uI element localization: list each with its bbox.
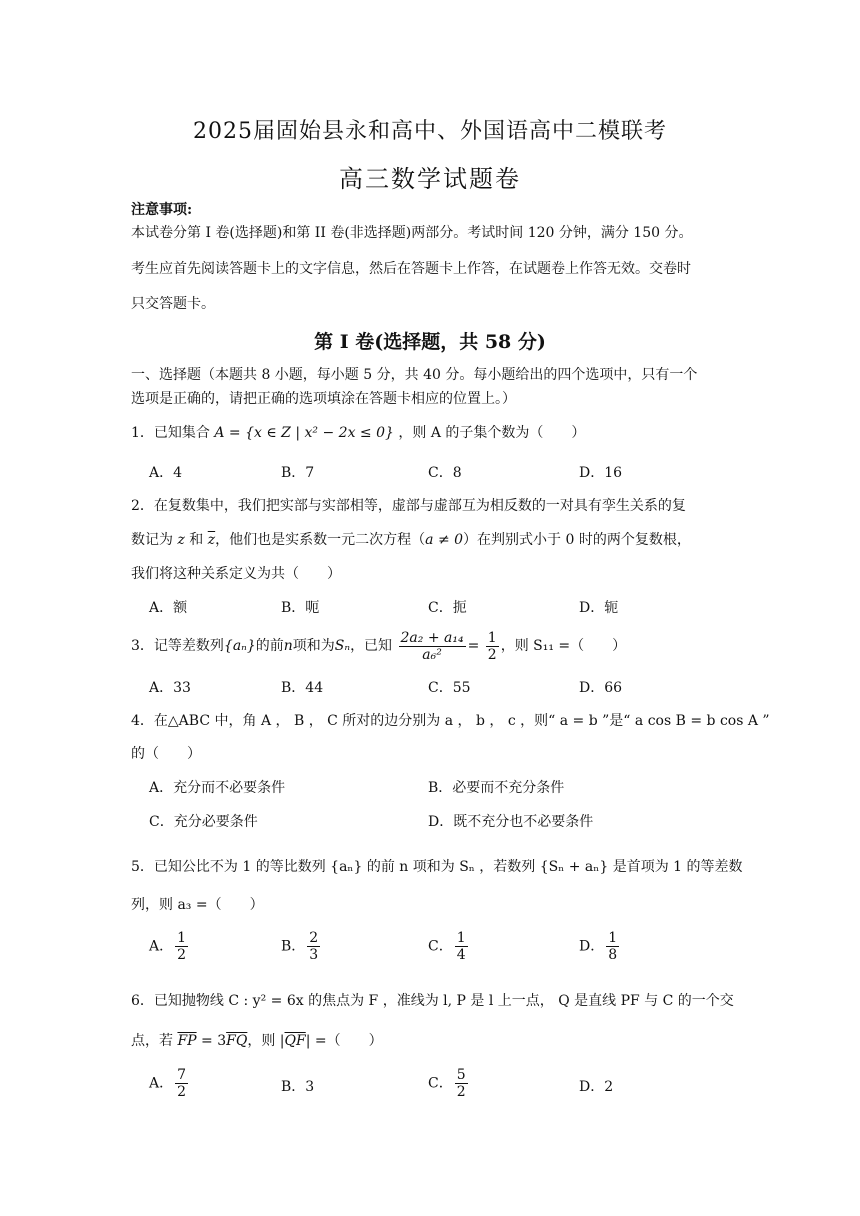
section-title: 第 I 卷(选择题，共 58 分) <box>314 331 546 353</box>
q3-prefix: 3．记等差数列 <box>131 638 224 654</box>
q4-option-c: C．充分必要条件 <box>149 814 258 830</box>
question-1 <box>131 422 585 442</box>
q4-line-1: 4．在△ABC 中，角 A ， B ， C 所对的边分别为 a ， b ， c ，则“ a = b ”是“ a cos B = b cos A ” <box>131 713 770 729</box>
q6-c-den: 2 <box>456 1084 466 1100</box>
q1-suffix: ，则 A 的子集个数为（ ） <box>398 425 586 441</box>
q5-d-den: 8 <box>608 947 618 963</box>
notice-line-2: 考生应首先阅读答题卡上的文字信息，然后在答题卡上作答，在试题卷上作答无效。交卷时 <box>131 261 691 277</box>
q4-option-d: D．既不充分也不必要条件 <box>428 814 594 830</box>
q5-option-a-label: A． <box>149 938 174 955</box>
q1-option-a: A．4 <box>149 465 183 481</box>
q1-set: A = {x ∈ Z | x² − 2x ≤ 0} <box>214 425 394 441</box>
q5-line-2: 列，则 a₃ =（ ） <box>131 897 264 913</box>
q5-option-a-fraction <box>175 930 188 963</box>
q3-option-b: B．44 <box>281 680 324 696</box>
q5-option-a <box>149 930 190 963</box>
q2-z: z <box>177 532 185 548</box>
notice-line-3: 只交答题卡。 <box>131 296 215 312</box>
q3-fraction-denominator: a₆² <box>422 646 442 663</box>
q1-option-b: B．7 <box>281 465 315 481</box>
q6-vector-fp: $\overline{FP}$ <box>177 1033 197 1049</box>
q3-sequence: {aₙ} <box>223 638 256 654</box>
q2-option-a: A．额 <box>149 600 188 616</box>
q2-text-b: ，他们也是实系数一元二次方程（ <box>215 532 426 548</box>
q3-half <box>486 630 499 663</box>
q3-fraction-numerator: 2a₂ + a₁₄ <box>400 629 464 646</box>
q3-suffix: ，则 S₁₁ =（ ） <box>500 638 627 654</box>
q6-option-a-label: A． <box>149 1075 174 1092</box>
q6-option-c <box>428 1067 470 1100</box>
q2-option-c: C．扼 <box>428 600 467 616</box>
q3-half-numerator: 1 <box>487 629 497 646</box>
q1-prefix: 1．已知集合 <box>131 425 210 441</box>
q6-c-num: 5 <box>456 1067 466 1083</box>
q2-zbar: $\overline{z}$ <box>207 532 216 548</box>
q3-half-denominator: 2 <box>487 646 497 663</box>
q2-option-b: B．呃 <box>281 600 320 616</box>
q2-line-3: 我们将这种关系定义为共（ ） <box>131 566 341 582</box>
q6-option-b: B．3 <box>281 1079 315 1095</box>
q3-mid-3: ，已知 <box>350 638 393 654</box>
q5-option-b-label: B． <box>281 938 306 955</box>
q1-option-d: D．16 <box>579 465 623 481</box>
q5-d-num: 1 <box>608 930 618 946</box>
q4-line-2: 的（ ） <box>131 746 201 762</box>
q2-text-c: ）在判别式小于 0 时的两个复数根， <box>463 532 691 548</box>
section-instruction-2: 选项是正确的，请把正确的选项填涂在答题卡相应的位置上。） <box>131 391 516 407</box>
q5-b-den: 3 <box>309 947 319 963</box>
q5-option-d-fraction <box>606 930 619 963</box>
q2-option-d: D．轭 <box>579 600 619 616</box>
question-3 <box>131 626 626 666</box>
q5-option-b <box>281 930 322 963</box>
q4-option-a: A．充分而不必要条件 <box>149 780 286 796</box>
q6-option-d: D．2 <box>579 1079 614 1095</box>
q5-option-d-label: D． <box>579 938 605 955</box>
q5-a-den: 2 <box>177 947 187 963</box>
q6-vector-fq: $\overline{FQ}$ <box>226 1033 248 1049</box>
q5-a-num: 1 <box>177 930 187 946</box>
section-instruction-1: 一、选择题（本题共 8 小题，每小题 5 分，共 40 分。每小题给出的四个选项中，只有一个 <box>131 367 698 383</box>
q6-option-c-fraction <box>455 1067 468 1100</box>
q4-option-b: B．必要而不充分条件 <box>428 780 565 796</box>
q6-option-a-fraction <box>175 1067 188 1100</box>
q6-text-b: ，则 | <box>247 1033 285 1049</box>
q6-a-num: 7 <box>177 1067 187 1083</box>
q5-line-1: 5．已知公比不为 1 的等比数列 {aₙ} 的前 n 项和为 Sₙ ，若数列 {Sₙ + aₙ} 是首项为 1 的等差数 <box>131 859 743 875</box>
q5-option-c <box>428 930 470 963</box>
q3-option-d: D．66 <box>579 680 623 696</box>
q5-option-b-fraction <box>307 930 320 963</box>
q6-line-2 <box>131 1030 383 1050</box>
q5-option-d <box>579 930 621 963</box>
q3-n: n <box>283 638 293 654</box>
q2-line-1: 2．在复数集中，我们把实部与实部相等，虚部与虚部互为相反数的一对具有孪生关系的复 <box>131 498 686 514</box>
q2-condition: a ≠ 0 <box>425 532 464 548</box>
exam-title: 2025届固始县永和高中、外国语高中二模联考 <box>193 119 667 144</box>
q3-equals: = <box>467 638 480 654</box>
q6-text-a: 点，若 <box>131 1033 173 1049</box>
q2-line-2 <box>131 529 691 549</box>
q5-b-num: 2 <box>309 930 319 946</box>
q6-a-den: 2 <box>177 1084 187 1100</box>
q1-option-c: C．8 <box>428 465 462 481</box>
q6-option-a <box>149 1067 190 1100</box>
q6-text-c: | =（ ） <box>305 1033 383 1049</box>
exam-subtitle: 高三数学试题卷 <box>339 165 521 193</box>
q6-option-c-label: C． <box>428 1075 453 1092</box>
q6-line-1: 6．已知抛物线 C : y² = 6x 的焦点为 F ，准线为 l, P 是 l 上一点， Q 是直线 PF 与 C 的一个交 <box>131 993 734 1009</box>
q6-vector-qf: $\overline{QF}$ <box>284 1033 306 1049</box>
q6-vector-mid: = 3 <box>196 1033 227 1049</box>
q5-c-den: 4 <box>456 947 466 963</box>
notice-line-1: 本试卷分第 I 卷(选择题)和第 II 卷(非选择题)两部分。考试时间 120 分钟，满分 150 分。 <box>131 225 693 241</box>
q2-text-a: 数记为 <box>131 532 173 548</box>
q5-c-num: 1 <box>456 930 466 946</box>
notice-heading: 注意事项: <box>131 202 193 218</box>
q5-option-c-label: C． <box>428 938 453 955</box>
q3-option-a: A．33 <box>149 680 191 696</box>
q3-mid-2: 项和为 <box>292 638 335 654</box>
q3-mid-1: 的前 <box>255 638 284 654</box>
q3-fraction <box>399 630 466 663</box>
q5-option-c-fraction <box>455 930 468 963</box>
q3-sn: Sₙ <box>334 638 351 654</box>
q2-and: 和 <box>189 532 204 548</box>
q3-option-c: C．55 <box>428 680 471 696</box>
